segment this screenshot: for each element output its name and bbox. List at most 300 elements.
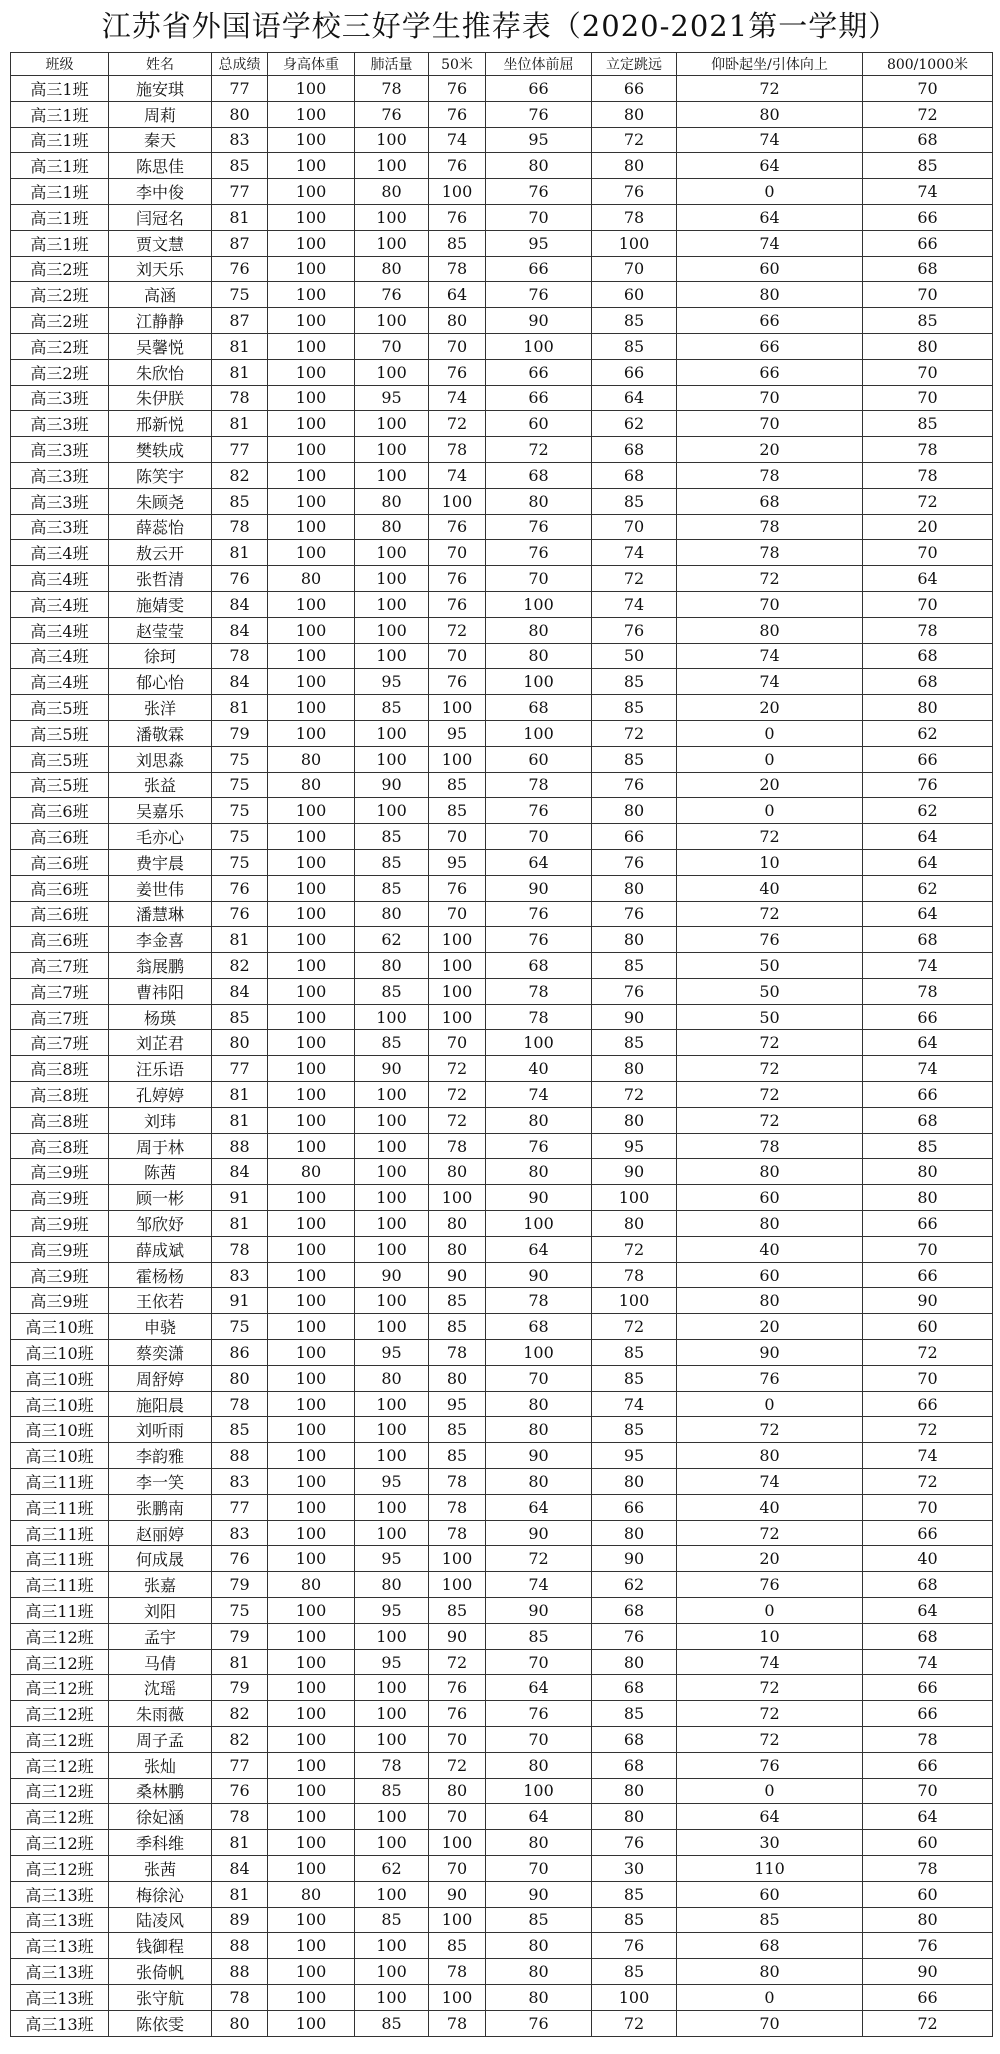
name-cell: 朱伊朕 (109, 385, 212, 411)
score-cell: 72 (592, 1314, 677, 1340)
score-cell: 68 (592, 1675, 677, 1701)
score-cell: 81 (212, 927, 268, 953)
score-cell: 80 (486, 1830, 592, 1856)
score-cell: 78 (212, 1804, 268, 1830)
table-row (11, 591, 993, 617)
score-cell: 72 (592, 1236, 677, 1262)
score-cell: 80 (863, 1185, 993, 1211)
score-cell: 76 (429, 591, 486, 617)
column-header: 800/1000米 (863, 53, 993, 76)
score-cell: 80 (592, 1107, 677, 1133)
score-cell: 70 (592, 514, 677, 540)
score-cell: 90 (677, 1340, 863, 1366)
name-cell: 陆凌风 (109, 1907, 212, 1933)
score-cell: 72 (863, 1469, 993, 1495)
class-cell: 高三4班 (11, 540, 109, 566)
class-cell: 高三12班 (11, 1727, 109, 1753)
score-cell: 76 (863, 1933, 993, 1959)
name-cell: 张洋 (109, 695, 212, 721)
table-row (11, 1417, 993, 1443)
class-cell: 高三8班 (11, 1082, 109, 1108)
score-cell: 72 (677, 1107, 863, 1133)
score-cell: 78 (592, 1262, 677, 1288)
score-cell: 100 (355, 566, 429, 592)
score-cell: 60 (677, 1881, 863, 1907)
score-cell: 100 (268, 1830, 355, 1856)
score-cell: 76 (486, 901, 592, 927)
class-cell: 高三11班 (11, 1469, 109, 1495)
name-cell: 沈瑶 (109, 1675, 212, 1701)
score-cell: 100 (429, 179, 486, 205)
score-cell: 76 (677, 927, 863, 953)
score-cell: 95 (429, 849, 486, 875)
score-cell: 85 (863, 308, 993, 334)
name-cell: 樊轶成 (109, 437, 212, 463)
score-cell: 72 (677, 824, 863, 850)
score-cell: 68 (863, 256, 993, 282)
score-cell: 80 (486, 1752, 592, 1778)
name-cell: 陈思佳 (109, 153, 212, 179)
score-cell: 75 (212, 824, 268, 850)
score-cell: 80 (212, 2010, 268, 2036)
score-cell: 60 (486, 411, 592, 437)
score-cell: 80 (592, 1778, 677, 1804)
score-cell: 80 (486, 643, 592, 669)
score-cell: 100 (268, 1262, 355, 1288)
score-cell: 100 (268, 1340, 355, 1366)
score-cell: 78 (863, 1727, 993, 1753)
score-cell: 75 (212, 772, 268, 798)
score-cell: 78 (429, 1133, 486, 1159)
score-cell: 78 (592, 204, 677, 230)
score-cell: 76 (592, 1933, 677, 1959)
score-cell: 100 (268, 1623, 355, 1649)
score-cell: 50 (677, 978, 863, 1004)
score-cell: 68 (863, 643, 993, 669)
table-row (11, 875, 993, 901)
score-cell: 76 (486, 927, 592, 953)
score-cell: 100 (355, 1288, 429, 1314)
score-cell: 74 (863, 1443, 993, 1469)
score-cell: 100 (355, 591, 429, 617)
score-cell: 85 (429, 1933, 486, 1959)
score-cell: 100 (268, 1907, 355, 1933)
class-cell: 高三12班 (11, 1752, 109, 1778)
name-cell: 高涵 (109, 282, 212, 308)
score-cell: 85 (212, 1417, 268, 1443)
score-cell: 100 (355, 1830, 429, 1856)
score-cell: 80 (486, 153, 592, 179)
score-cell: 77 (212, 76, 268, 102)
score-cell: 100 (486, 1211, 592, 1237)
score-cell: 72 (677, 1417, 863, 1443)
score-cell: 80 (268, 566, 355, 592)
score-cell: 76 (429, 153, 486, 179)
score-cell: 68 (863, 927, 993, 953)
score-cell: 76 (429, 359, 486, 385)
name-cell: 申骁 (109, 1314, 212, 1340)
score-cell: 70 (486, 1855, 592, 1881)
score-cell: 100 (355, 1314, 429, 1340)
score-cell: 95 (486, 230, 592, 256)
score-cell: 66 (863, 230, 993, 256)
score-cell: 85 (355, 1778, 429, 1804)
score-cell: 68 (486, 462, 592, 488)
score-cell: 76 (677, 1572, 863, 1598)
name-cell: 徐珂 (109, 643, 212, 669)
score-cell: 0 (677, 1984, 863, 2010)
table-row (11, 1056, 993, 1082)
table-row (11, 566, 993, 592)
column-header: 立定跳远 (592, 53, 677, 76)
score-cell: 66 (863, 1262, 993, 1288)
score-cell: 76 (355, 101, 429, 127)
score-cell: 85 (212, 153, 268, 179)
class-cell: 高三9班 (11, 1159, 109, 1185)
score-cell: 78 (677, 462, 863, 488)
score-cell: 80 (486, 617, 592, 643)
score-cell: 74 (863, 1649, 993, 1675)
score-cell: 76 (429, 566, 486, 592)
table-row (11, 953, 993, 979)
class-cell: 高三9班 (11, 1288, 109, 1314)
score-cell: 80 (677, 1288, 863, 1314)
class-cell: 高三7班 (11, 978, 109, 1004)
score-cell: 80 (592, 1469, 677, 1495)
class-cell: 高三3班 (11, 514, 109, 540)
score-cell: 100 (355, 308, 429, 334)
score-cell: 100 (429, 1907, 486, 1933)
score-cell: 64 (486, 1804, 592, 1830)
table-row (11, 1778, 993, 1804)
name-cell: 周子孟 (109, 1727, 212, 1753)
class-cell: 高三9班 (11, 1185, 109, 1211)
score-cell: 76 (212, 875, 268, 901)
name-cell: 朱雨薇 (109, 1701, 212, 1727)
class-cell: 高三13班 (11, 2010, 109, 2036)
name-cell: 李一笑 (109, 1469, 212, 1495)
score-cell: 85 (355, 824, 429, 850)
score-cell: 85 (592, 746, 677, 772)
score-cell: 68 (592, 1727, 677, 1753)
name-cell: 刘思淼 (109, 746, 212, 772)
score-cell: 90 (592, 1159, 677, 1185)
score-cell: 79 (212, 1572, 268, 1598)
score-cell: 80 (429, 308, 486, 334)
class-cell: 高三10班 (11, 1365, 109, 1391)
score-cell: 70 (677, 2010, 863, 2036)
score-cell: 100 (268, 591, 355, 617)
score-cell: 90 (429, 1262, 486, 1288)
score-cell: 100 (355, 462, 429, 488)
score-cell: 100 (268, 1959, 355, 1985)
table-row (11, 101, 993, 127)
score-cell: 79 (212, 1675, 268, 1701)
score-cell: 83 (212, 1469, 268, 1495)
score-cell: 100 (268, 385, 355, 411)
score-cell: 70 (863, 1494, 993, 1520)
name-cell: 何成晟 (109, 1546, 212, 1572)
score-cell: 85 (592, 1959, 677, 1985)
score-cell: 100 (486, 333, 592, 359)
score-cell: 84 (212, 1159, 268, 1185)
score-cell: 80 (486, 1933, 592, 1959)
score-cell: 100 (268, 411, 355, 437)
score-cell: 100 (268, 540, 355, 566)
score-cell: 68 (677, 488, 863, 514)
score-cell: 100 (268, 308, 355, 334)
column-header: 总成绩 (212, 53, 268, 76)
score-cell: 100 (355, 1701, 429, 1727)
score-cell: 100 (355, 1391, 429, 1417)
score-cell: 78 (212, 1984, 268, 2010)
score-cell: 85 (592, 695, 677, 721)
table-row (11, 1752, 993, 1778)
score-cell: 100 (268, 1855, 355, 1881)
class-cell: 高三7班 (11, 953, 109, 979)
score-cell: 90 (355, 772, 429, 798)
score-cell: 80 (355, 514, 429, 540)
table-row (11, 462, 993, 488)
score-cell: 72 (863, 2010, 993, 2036)
score-cell: 0 (677, 1778, 863, 1804)
name-cell: 郁心怡 (109, 669, 212, 695)
score-cell: 72 (677, 1056, 863, 1082)
score-cell: 85 (429, 772, 486, 798)
column-header: 班级 (11, 53, 109, 76)
score-cell: 76 (592, 772, 677, 798)
score-cell: 78 (429, 437, 486, 463)
score-cell: 88 (212, 1443, 268, 1469)
score-cell: 74 (429, 385, 486, 411)
score-cell: 87 (212, 308, 268, 334)
table-row (11, 1159, 993, 1185)
score-cell: 78 (863, 617, 993, 643)
name-cell: 费宇晨 (109, 849, 212, 875)
score-cell: 72 (429, 617, 486, 643)
name-cell: 翁展鹏 (109, 953, 212, 979)
score-cell: 74 (592, 1391, 677, 1417)
score-cell: 68 (863, 1572, 993, 1598)
score-cell: 100 (486, 669, 592, 695)
score-cell: 64 (863, 849, 993, 875)
score-cell: 62 (863, 875, 993, 901)
score-cell: 100 (268, 101, 355, 127)
score-cell: 100 (268, 462, 355, 488)
table-row (11, 1520, 993, 1546)
score-cell: 81 (212, 359, 268, 385)
score-cell: 79 (212, 1623, 268, 1649)
score-cell: 100 (429, 1572, 486, 1598)
score-cell: 80 (429, 1211, 486, 1237)
score-cell: 79 (212, 720, 268, 746)
score-cell: 80 (212, 1365, 268, 1391)
class-cell: 高三6班 (11, 824, 109, 850)
score-cell: 100 (268, 2010, 355, 2036)
score-cell: 76 (429, 101, 486, 127)
score-cell: 72 (592, 2010, 677, 2036)
name-cell: 赵丽婷 (109, 1520, 212, 1546)
name-cell: 陈茜 (109, 1159, 212, 1185)
table-row (11, 746, 993, 772)
score-cell: 78 (486, 978, 592, 1004)
score-cell: 87 (212, 230, 268, 256)
class-cell: 高三1班 (11, 230, 109, 256)
name-cell: 梅徐沁 (109, 1881, 212, 1907)
score-cell: 100 (268, 1107, 355, 1133)
score-cell: 90 (863, 1959, 993, 1985)
score-cell: 72 (429, 1107, 486, 1133)
score-cell: 100 (355, 1417, 429, 1443)
score-cell: 95 (486, 127, 592, 153)
class-cell: 高三2班 (11, 282, 109, 308)
score-cell: 100 (355, 1623, 429, 1649)
score-cell: 80 (355, 179, 429, 205)
score-cell: 80 (863, 333, 993, 359)
score-cell: 86 (212, 1340, 268, 1366)
score-cell: 72 (863, 1417, 993, 1443)
score-cell: 85 (592, 1365, 677, 1391)
score-cell: 76 (429, 1701, 486, 1727)
score-cell: 80 (355, 1572, 429, 1598)
score-cell: 64 (486, 1675, 592, 1701)
column-header: 坐位体前屈 (486, 53, 592, 76)
score-cell: 74 (486, 1082, 592, 1108)
score-cell: 74 (677, 1469, 863, 1495)
score-cell: 100 (268, 1185, 355, 1211)
score-cell: 60 (677, 1185, 863, 1211)
name-cell: 李韵雅 (109, 1443, 212, 1469)
score-cell: 74 (863, 1056, 993, 1082)
score-cell: 64 (863, 901, 993, 927)
score-cell: 66 (863, 1004, 993, 1030)
table-row (11, 308, 993, 334)
class-cell: 高三4班 (11, 591, 109, 617)
score-cell: 100 (355, 230, 429, 256)
score-cell: 81 (212, 1082, 268, 1108)
score-cell: 81 (212, 204, 268, 230)
table-row (11, 1959, 993, 1985)
class-cell: 高三6班 (11, 875, 109, 901)
score-cell: 50 (592, 643, 677, 669)
score-cell: 82 (212, 1727, 268, 1753)
score-cell: 100 (355, 204, 429, 230)
score-cell: 100 (268, 798, 355, 824)
score-cell: 100 (268, 875, 355, 901)
score-cell: 80 (429, 1236, 486, 1262)
score-cell: 85 (355, 695, 429, 721)
score-cell: 85 (486, 1623, 592, 1649)
score-cell: 81 (212, 540, 268, 566)
name-cell: 贾文慧 (109, 230, 212, 256)
name-cell: 薛成斌 (109, 1236, 212, 1262)
score-cell: 78 (355, 76, 429, 102)
score-cell: 76 (486, 514, 592, 540)
score-cell: 0 (677, 1391, 863, 1417)
score-cell: 70 (863, 1236, 993, 1262)
score-cell: 70 (486, 566, 592, 592)
score-cell: 64 (677, 153, 863, 179)
score-cell: 20 (677, 437, 863, 463)
score-cell: 74 (429, 462, 486, 488)
score-cell: 78 (212, 385, 268, 411)
name-cell: 曹祎阳 (109, 978, 212, 1004)
score-cell: 66 (863, 1082, 993, 1108)
class-cell: 高三13班 (11, 1933, 109, 1959)
score-cell: 100 (268, 1494, 355, 1520)
score-cell: 100 (268, 1804, 355, 1830)
score-cell: 72 (592, 1082, 677, 1108)
score-cell: 77 (212, 437, 268, 463)
class-cell: 高三10班 (11, 1391, 109, 1417)
name-cell: 施安琪 (109, 76, 212, 102)
score-cell: 95 (592, 1133, 677, 1159)
class-cell: 高三10班 (11, 1417, 109, 1443)
score-cell: 76 (212, 1778, 268, 1804)
score-cell: 72 (677, 566, 863, 592)
class-cell: 高三12班 (11, 1675, 109, 1701)
score-cell: 66 (863, 1701, 993, 1727)
score-cell: 100 (486, 720, 592, 746)
score-cell: 100 (268, 720, 355, 746)
score-cell: 40 (677, 1236, 863, 1262)
name-cell: 张灿 (109, 1752, 212, 1778)
score-cell: 100 (268, 1598, 355, 1624)
score-cell: 64 (863, 1804, 993, 1830)
name-cell: 周于林 (109, 1133, 212, 1159)
score-cell: 76 (486, 1701, 592, 1727)
score-cell: 100 (268, 514, 355, 540)
score-cell: 90 (355, 1262, 429, 1288)
score-cell: 100 (268, 927, 355, 953)
name-cell: 吴嘉乐 (109, 798, 212, 824)
score-cell: 95 (355, 1649, 429, 1675)
name-cell: 陈笑宇 (109, 462, 212, 488)
class-cell: 高三3班 (11, 488, 109, 514)
score-cell: 100 (268, 1236, 355, 1262)
score-cell: 64 (863, 566, 993, 592)
class-cell: 高三12班 (11, 1701, 109, 1727)
score-cell: 72 (429, 1056, 486, 1082)
score-cell: 70 (429, 643, 486, 669)
score-cell: 100 (355, 153, 429, 179)
score-cell: 74 (863, 953, 993, 979)
score-cell: 0 (677, 746, 863, 772)
score-cell: 100 (429, 927, 486, 953)
class-cell: 高三1班 (11, 153, 109, 179)
score-cell: 64 (677, 1804, 863, 1830)
score-cell: 100 (355, 1004, 429, 1030)
score-cell: 72 (592, 127, 677, 153)
score-cell: 100 (486, 1340, 592, 1366)
score-cell: 64 (429, 282, 486, 308)
score-cell: 80 (592, 798, 677, 824)
score-cell: 100 (268, 359, 355, 385)
score-cell: 0 (677, 720, 863, 746)
score-cell: 95 (355, 385, 429, 411)
score-cell: 20 (677, 1314, 863, 1340)
score-cell: 20 (677, 1546, 863, 1572)
table-row (11, 1907, 993, 1933)
score-cell: 72 (429, 1082, 486, 1108)
class-cell: 高三4班 (11, 669, 109, 695)
score-cell: 78 (429, 1959, 486, 1985)
score-cell: 40 (677, 875, 863, 901)
score-cell: 76 (486, 540, 592, 566)
score-cell: 95 (592, 1443, 677, 1469)
name-cell: 刘天乐 (109, 256, 212, 282)
score-cell: 70 (863, 591, 993, 617)
